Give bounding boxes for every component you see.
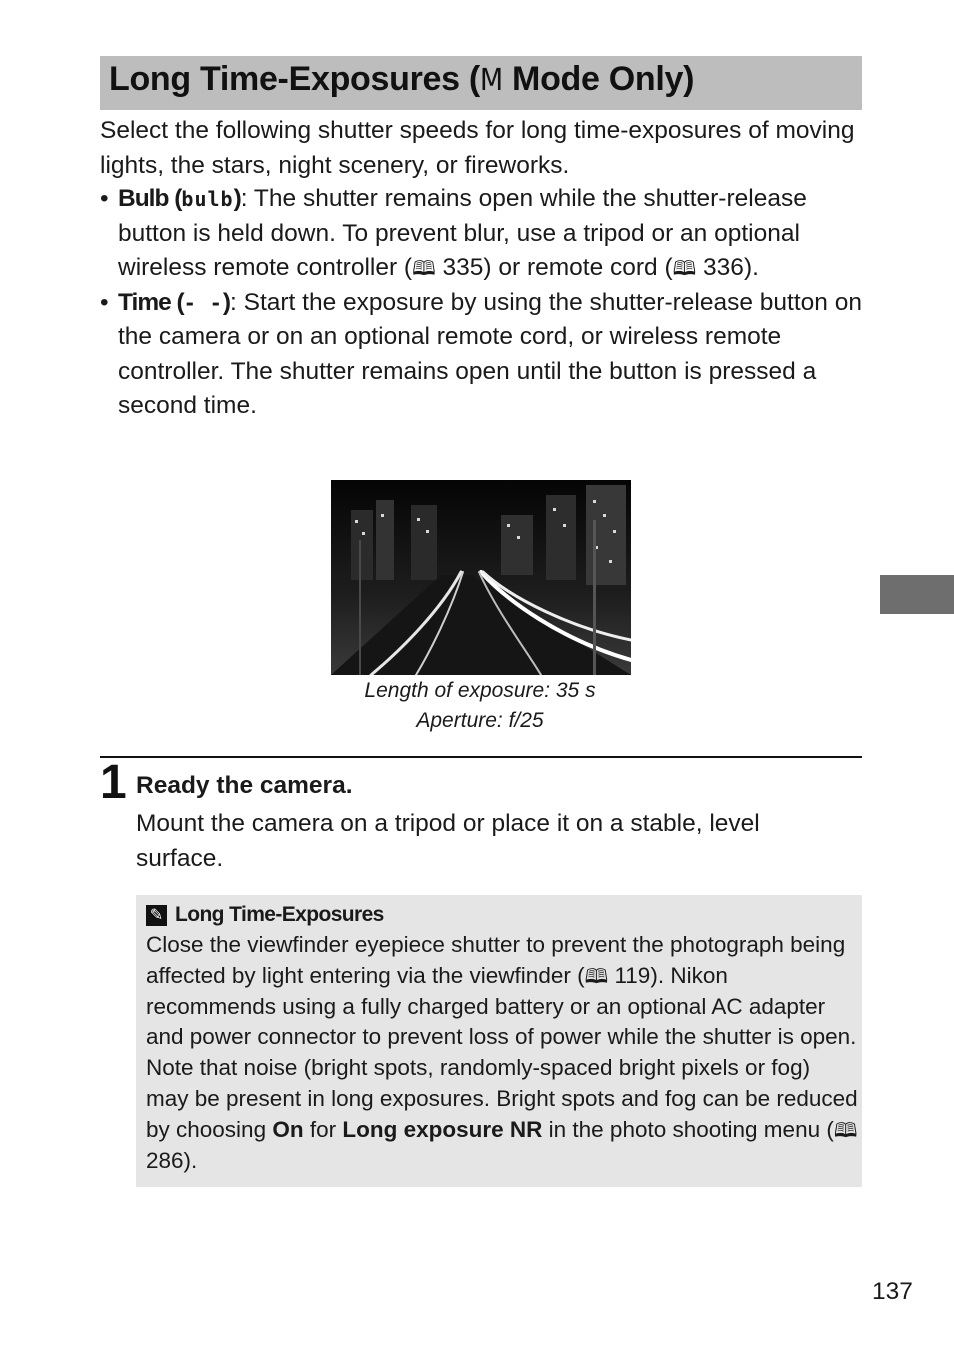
chapter-side-tab [880, 575, 954, 614]
note-text-cont: in the photo shooting menu ( [542, 1116, 834, 1142]
list-item-time: • Time (- -): Start the exposure by using the shutter-release button on the camera or on an optional remote cord, or wireless remote controller. The shutter remains open until the button is pressed a second time. [100, 286, 870, 424]
list-item-bulb: • Bulb (bulb): The shutter remains open while the shutter-release button is held down. To prevent blur, use a tripod or an optional wireless remote controller (🕮 335) or remote cord (🕮 336). [100, 182, 870, 286]
photo-caption-aperture: Aperture: f/25 [416, 709, 544, 732]
page-ref-link[interactable]: 336 [703, 254, 744, 281]
term-bulb: Bulb [118, 185, 169, 212]
step-title: Ready the camera. [136, 772, 353, 799]
note-text-end: ). [183, 1147, 198, 1173]
book-ref-icon: 🕮 [584, 963, 609, 988]
bullet-dot: • [100, 185, 109, 212]
step-body: Mount the camera on a tripod or place it on a stable, level surface. [136, 810, 760, 872]
note-text-cont: ). Nikon recommends using a fully charged battery or an optional AC adapter and power connector to prevent loss of power while the shutter is open. Note that noise (bright spots, randomly-spaced bright pixels or fog) may be present in long exposures. Bright spots and fog can be reduced by choosing [146, 962, 858, 1142]
page-ref-link[interactable]: 335 [442, 254, 484, 281]
step-number: 1 [100, 756, 127, 809]
bullet-dot: • [100, 288, 109, 316]
title-text: Long Time-Exposures ( [109, 60, 480, 98]
time-description: : Start the exposure by using the shutter-release button on the camera or on an optional remote cord, or wireless remote controller. The shutter remains open until the button is pressed a second time. [118, 288, 862, 419]
menu-item-long-exposure-nr: Long exposure NR [342, 1116, 543, 1142]
note-header [146, 903, 384, 927]
lcd-time-display: - - [183, 290, 223, 315]
mode-glyph: M [479, 63, 503, 98]
book-ref-icon: 🕮 [672, 256, 697, 280]
note-text-cont: for [303, 1116, 343, 1142]
term-time: Time [118, 288, 171, 316]
menu-option-on: On [272, 1116, 304, 1142]
page-title [109, 60, 694, 99]
night-traffic-photo [331, 480, 631, 675]
step-divider [100, 756, 862, 758]
note-title: Long Time-Exposures [175, 903, 384, 926]
page-ref-link[interactable]: 286 [146, 1147, 184, 1173]
page-number: 137 [872, 1278, 913, 1305]
note-body [146, 930, 858, 1176]
bulb-description: : The shutter remains open while the shutter-release button is held down. To prevent blur, use a tripod or an optional wireless remote controller ( [118, 185, 807, 281]
page-ref-link[interactable]: 119 [614, 962, 651, 988]
note-text: Close the viewfinder eyepiece shutter to prevent the photograph being affected by light entering via the viewfinder ( [146, 932, 846, 988]
book-ref-icon: 🕮 [412, 256, 436, 280]
book-ref-icon: 🕮 [833, 1117, 858, 1142]
pencil-note-icon: ✎ [146, 905, 167, 926]
note-box [136, 895, 862, 1187]
intro-paragraph: Select the following shutter speeds for long time-exposures of moving lights, the stars, night scenery, or fireworks. [100, 117, 855, 179]
photo-caption-exposure: Length of exposure: 35 s [364, 679, 596, 702]
bulb-description-cont: ) or remote cord ( [483, 254, 673, 281]
title-text-end: Mode Only) [502, 60, 695, 98]
section-title-bar [100, 56, 862, 110]
bulb-description-end: ). [743, 254, 759, 281]
shutter-speed-list [100, 182, 870, 424]
lcd-bulb-display: bulb [181, 187, 234, 211]
